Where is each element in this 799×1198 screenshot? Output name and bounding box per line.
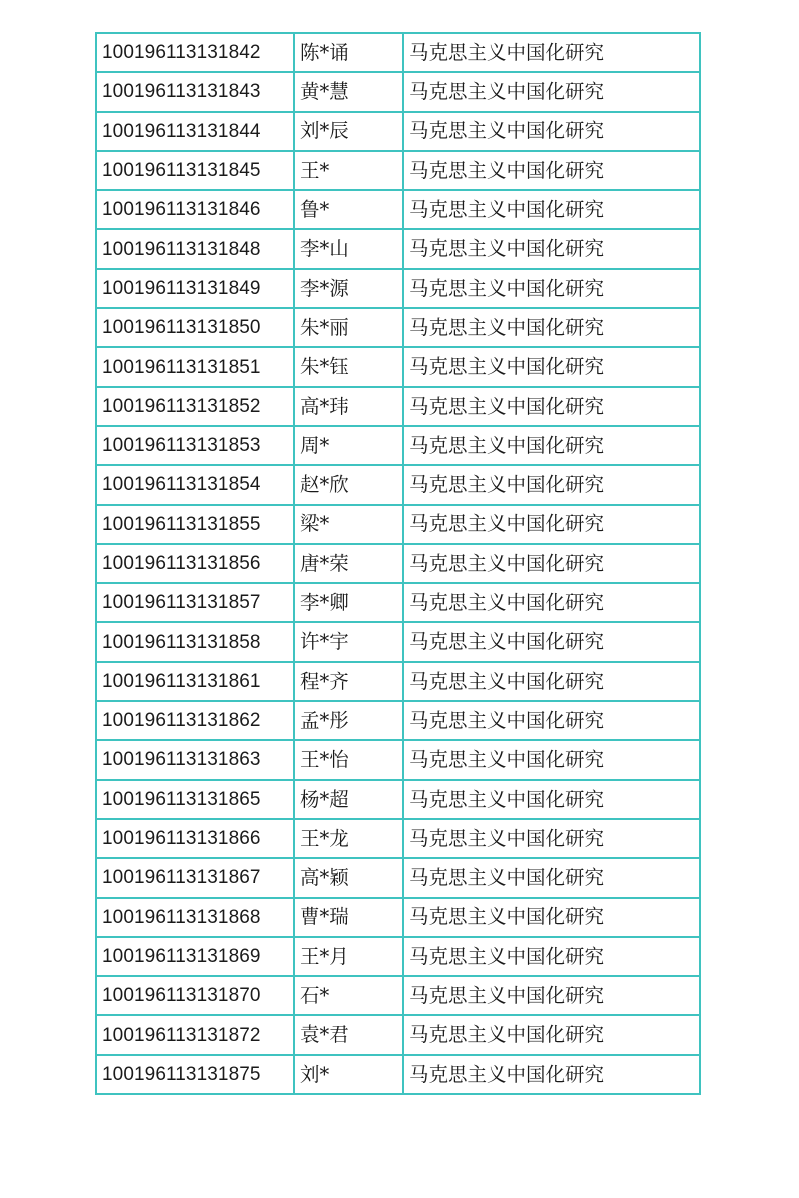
major-cell: 马克思主义中国化研究 — [403, 780, 700, 819]
student-name-cell: 周* — [294, 426, 403, 465]
major-cell: 马克思主义中国化研究 — [403, 112, 700, 151]
student-id-cell: 100196113131865 — [96, 780, 294, 819]
table-row — [96, 622, 700, 661]
student-id-cell: 100196113131868 — [96, 898, 294, 937]
student-id-cell: 100196113131861 — [96, 662, 294, 701]
student-name-cell: 陈*诵 — [294, 33, 403, 72]
student-name-cell: 曹*瑞 — [294, 898, 403, 937]
major-cell: 马克思主义中国化研究 — [403, 33, 700, 72]
student-id-cell: 100196113131849 — [96, 269, 294, 308]
student-name-cell: 高*玮 — [294, 387, 403, 426]
student-id-cell: 100196113131863 — [96, 740, 294, 779]
major-cell: 马克思主义中国化研究 — [403, 976, 700, 1015]
student-id-cell: 100196113131846 — [96, 190, 294, 229]
student-id-cell: 100196113131852 — [96, 387, 294, 426]
student-name-cell: 杨*超 — [294, 780, 403, 819]
major-cell: 马克思主义中国化研究 — [403, 72, 700, 111]
student-id-cell: 100196113131853 — [96, 426, 294, 465]
major-cell: 马克思主义中国化研究 — [403, 229, 700, 268]
roster-table — [95, 32, 701, 1095]
major-cell: 马克思主义中国化研究 — [403, 505, 700, 544]
student-name-cell: 王*龙 — [294, 819, 403, 858]
major-cell: 马克思主义中国化研究 — [403, 151, 700, 190]
student-name-cell: 袁*君 — [294, 1015, 403, 1054]
student-name-cell: 鲁* — [294, 190, 403, 229]
table-row — [96, 1055, 700, 1094]
major-cell: 马克思主义中国化研究 — [403, 190, 700, 229]
table-row — [96, 701, 700, 740]
student-id-cell: 100196113131851 — [96, 347, 294, 386]
student-id-cell: 100196113131857 — [96, 583, 294, 622]
table-row — [96, 544, 700, 583]
roster-table-container — [95, 32, 696, 1095]
table-row — [96, 583, 700, 622]
student-name-cell: 黄*慧 — [294, 72, 403, 111]
student-id-cell: 100196113131854 — [96, 465, 294, 504]
major-cell: 马克思主义中国化研究 — [403, 269, 700, 308]
table-row — [96, 308, 700, 347]
student-name-cell: 许*宇 — [294, 622, 403, 661]
table-row — [96, 269, 700, 308]
student-id-cell: 100196113131850 — [96, 308, 294, 347]
table-row — [96, 898, 700, 937]
table-row — [96, 426, 700, 465]
major-cell: 马克思主义中国化研究 — [403, 387, 700, 426]
table-row — [96, 387, 700, 426]
student-name-cell: 刘* — [294, 1055, 403, 1094]
student-id-cell: 100196113131858 — [96, 622, 294, 661]
major-cell: 马克思主义中国化研究 — [403, 544, 700, 583]
student-name-cell: 程*齐 — [294, 662, 403, 701]
major-cell: 马克思主义中国化研究 — [403, 622, 700, 661]
student-id-cell: 100196113131869 — [96, 937, 294, 976]
table-row — [96, 151, 700, 190]
student-name-cell: 赵*欣 — [294, 465, 403, 504]
table-row — [96, 72, 700, 111]
student-id-cell: 100196113131845 — [96, 151, 294, 190]
student-name-cell: 李*卿 — [294, 583, 403, 622]
major-cell: 马克思主义中国化研究 — [403, 740, 700, 779]
student-name-cell: 梁* — [294, 505, 403, 544]
major-cell: 马克思主义中国化研究 — [403, 662, 700, 701]
major-cell: 马克思主义中国化研究 — [403, 308, 700, 347]
major-cell: 马克思主义中国化研究 — [403, 1015, 700, 1054]
table-row — [96, 1015, 700, 1054]
major-cell: 马克思主义中国化研究 — [403, 1055, 700, 1094]
table-row — [96, 780, 700, 819]
student-name-cell: 孟*彤 — [294, 701, 403, 740]
student-id-cell: 100196113131848 — [96, 229, 294, 268]
table-row — [96, 858, 700, 897]
table-row — [96, 740, 700, 779]
student-name-cell: 石* — [294, 976, 403, 1015]
student-id-cell: 100196113131843 — [96, 72, 294, 111]
student-id-cell: 100196113131867 — [96, 858, 294, 897]
table-row — [96, 33, 700, 72]
student-name-cell: 王*月 — [294, 937, 403, 976]
table-row — [96, 937, 700, 976]
student-name-cell: 朱*钰 — [294, 347, 403, 386]
table-row — [96, 190, 700, 229]
student-name-cell: 朱*丽 — [294, 308, 403, 347]
major-cell: 马克思主义中国化研究 — [403, 701, 700, 740]
major-cell: 马克思主义中国化研究 — [403, 426, 700, 465]
table-row — [96, 465, 700, 504]
table-row — [96, 976, 700, 1015]
student-name-cell: 唐*荣 — [294, 544, 403, 583]
major-cell: 马克思主义中国化研究 — [403, 819, 700, 858]
major-cell: 马克思主义中国化研究 — [403, 937, 700, 976]
student-name-cell: 刘*辰 — [294, 112, 403, 151]
major-cell: 马克思主义中国化研究 — [403, 858, 700, 897]
student-name-cell: 李*山 — [294, 229, 403, 268]
table-row — [96, 819, 700, 858]
major-cell: 马克思主义中国化研究 — [403, 347, 700, 386]
student-name-cell: 高*颖 — [294, 858, 403, 897]
student-id-cell: 100196113131862 — [96, 701, 294, 740]
student-id-cell: 100196113131875 — [96, 1055, 294, 1094]
student-name-cell: 王*怡 — [294, 740, 403, 779]
table-row — [96, 112, 700, 151]
student-id-cell: 100196113131856 — [96, 544, 294, 583]
student-id-cell: 100196113131855 — [96, 505, 294, 544]
major-cell: 马克思主义中国化研究 — [403, 465, 700, 504]
student-id-cell: 100196113131872 — [96, 1015, 294, 1054]
student-name-cell: 李*源 — [294, 269, 403, 308]
student-name-cell: 王* — [294, 151, 403, 190]
table-row — [96, 347, 700, 386]
roster-table-body — [96, 33, 700, 1094]
table-row — [96, 662, 700, 701]
student-id-cell: 100196113131842 — [96, 33, 294, 72]
major-cell: 马克思主义中国化研究 — [403, 583, 700, 622]
student-id-cell: 100196113131870 — [96, 976, 294, 1015]
table-row — [96, 505, 700, 544]
student-id-cell: 100196113131866 — [96, 819, 294, 858]
student-id-cell: 100196113131844 — [96, 112, 294, 151]
table-row — [96, 229, 700, 268]
major-cell: 马克思主义中国化研究 — [403, 898, 700, 937]
